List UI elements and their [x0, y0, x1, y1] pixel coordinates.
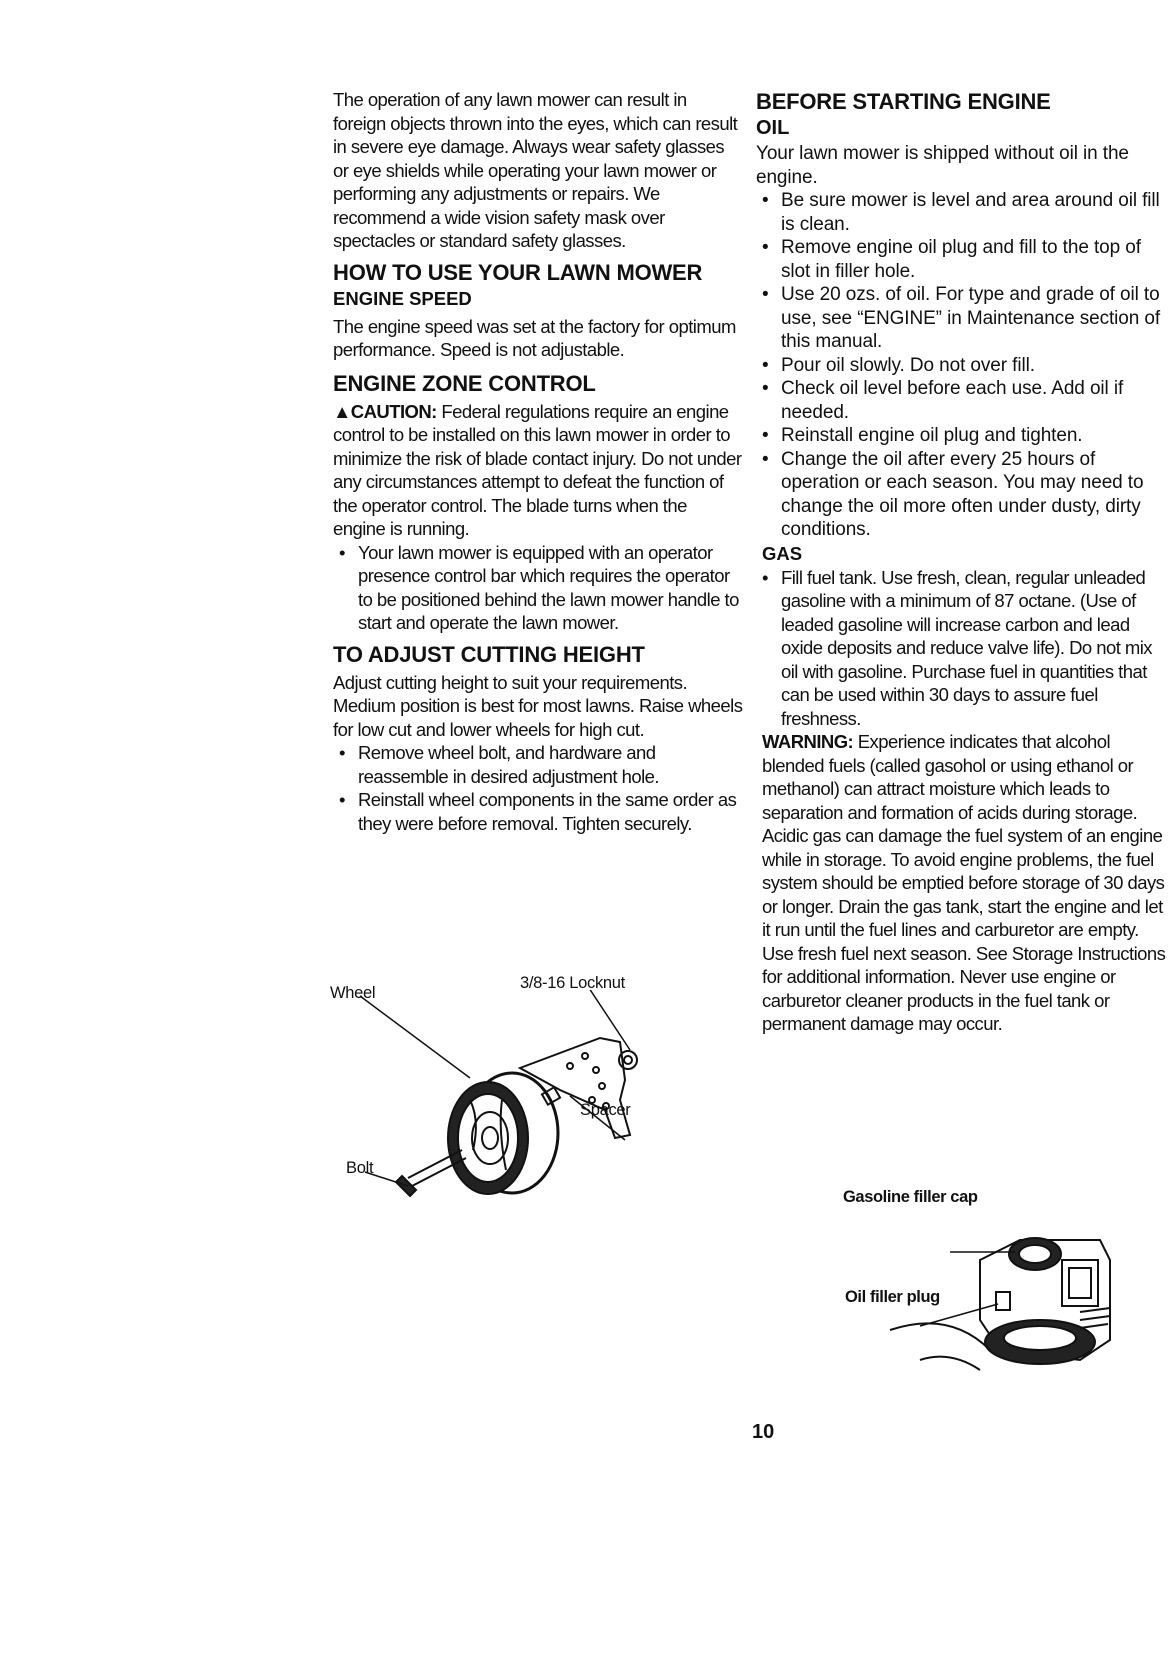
cutting-height-list	[333, 741, 743, 835]
list-item: • Pour oil slowly. Do not over fill.	[756, 354, 1168, 378]
engine-speed-text: The engine speed was set at the factory for optimum performance. Speed is not adjustable.	[333, 315, 736, 360]
spacer-label: Spacer	[580, 1101, 631, 1119]
list-item: • Fill fuel tank. Use fresh, clean, regular unleaded gasoline with a minimum of 87 octane. (Use of leaded gasoline will increase carbon and lead oxide deposits and reduce valve life). Do not mix oil with gasoline. Purchase fuel in quantities that can be used within 30 days to assure fuel freshness.	[756, 566, 1168, 731]
wheel-label: Wheel	[330, 984, 376, 1002]
list-item: • Reinstall wheel components in the same order as they were before removal. Tighten securely.	[333, 788, 743, 835]
caution-text: Federal regulations require an engine control to be installed on this lawn mower in order to minimize the risk of blade contact injury. Do not under any circumstances attempt to defeat the function of the operator control. The blade turns when the engine is running.	[333, 400, 742, 539]
wheel-assembly-illustration	[330, 990, 730, 1250]
right-column	[756, 88, 1168, 1036]
page-number: 10	[752, 1421, 775, 1443]
gasoline-filler-cap-label: Gasoline filler cap	[843, 1188, 978, 1206]
before-starting-heading: BEFORE STARTING ENGINE	[756, 89, 1051, 114]
warning-paragraph	[762, 730, 1168, 1036]
locknut-label: 3/8-16 Locknut	[520, 974, 625, 992]
zone-control-list	[333, 541, 743, 635]
how-to-use-heading: HOW TO USE YOUR LAWN MOWER	[333, 259, 703, 285]
warning-label: WARNING:	[762, 731, 854, 752]
wheel-assembly-figure	[330, 974, 730, 1250]
list-item: • Be sure mower is level and area around oil fill is clean.	[756, 189, 1168, 236]
warning-text: Experience indicates that alcohol blended fuels (called gasohol or using ethanol or methanol) can attract moisture which leads to separation and formation of acids during storage. Acidic gas can damage the fuel system of an engine while in storage. To avoid engine problems, the fuel system should be emptied before storage of 30 days or longer. Drain the gas tank, start the engine and let it run until the fuel lines and carburetor are empty. Use fresh fuel next season. See Storage Instructions for additional information. Never use engine or carburetor cleaner products in the fuel tank or permanent damage may occur.	[762, 731, 1166, 1034]
engine-zone-control-heading: ENGINE ZONE CONTROL	[333, 370, 596, 396]
list-item: • Change the oil after every 25 hours of operation or each season. You may need to change the oil more often under dusty, dirty conditions.	[756, 448, 1168, 542]
list-item: • Your lawn mower is equipped with an operator presence control bar which requires the operator to be positioned behind the lawn mower handle to start and operate the lawn mower.	[333, 541, 743, 635]
bolt-label: Bolt	[346, 1159, 374, 1177]
cutting-height-heading: TO ADJUST CUTTING HEIGHT	[333, 641, 645, 667]
safety-intro: The operation of any lawn mower can result in foreign objects thrown into the eyes, which can result in severe eye damage. Always wear safety glasses or eye shields while operating your lawn mower or performing any adjustments or repairs. We recommend a wide vision safety mask over spectacles or standard safety glasses.	[333, 89, 738, 251]
oil-list	[756, 189, 1168, 542]
oil-intro: Your lawn mower is shipped without oil in the engine.	[756, 143, 1129, 188]
list-item: • Use 20 ozs. of oil. For type and grade of oil to use, see “ENGINE” in Maintenance section of this manual.	[756, 283, 1168, 354]
left-column	[333, 88, 743, 835]
engine-speed-heading: ENGINE SPEED	[333, 287, 472, 309]
list-item: • Reinstall engine oil plug and tighten.	[756, 424, 1168, 448]
oil-filler-plug-label: Oil filler plug	[845, 1288, 940, 1306]
list-item: • Remove engine oil plug and fill to the top of slot in filler hole.	[756, 236, 1168, 283]
engine-fill-figure	[830, 1188, 1130, 1380]
oil-heading: OIL	[756, 117, 790, 139]
caution-paragraph	[333, 400, 743, 541]
list-item: • Remove wheel bolt, and hardware and reassemble in desired adjustment hole.	[333, 741, 743, 788]
gas-list	[756, 566, 1168, 731]
gas-heading: GAS	[762, 542, 803, 564]
cutting-height-text: Adjust cutting height to suit your requirements. Medium position is best for most lawns. Raise wheels for low cut and lower wheels for high cut.	[333, 671, 743, 740]
caution-label: ▲CAUTION:	[333, 400, 437, 422]
list-item: • Check oil level before each use. Add oil if needed.	[756, 377, 1168, 424]
